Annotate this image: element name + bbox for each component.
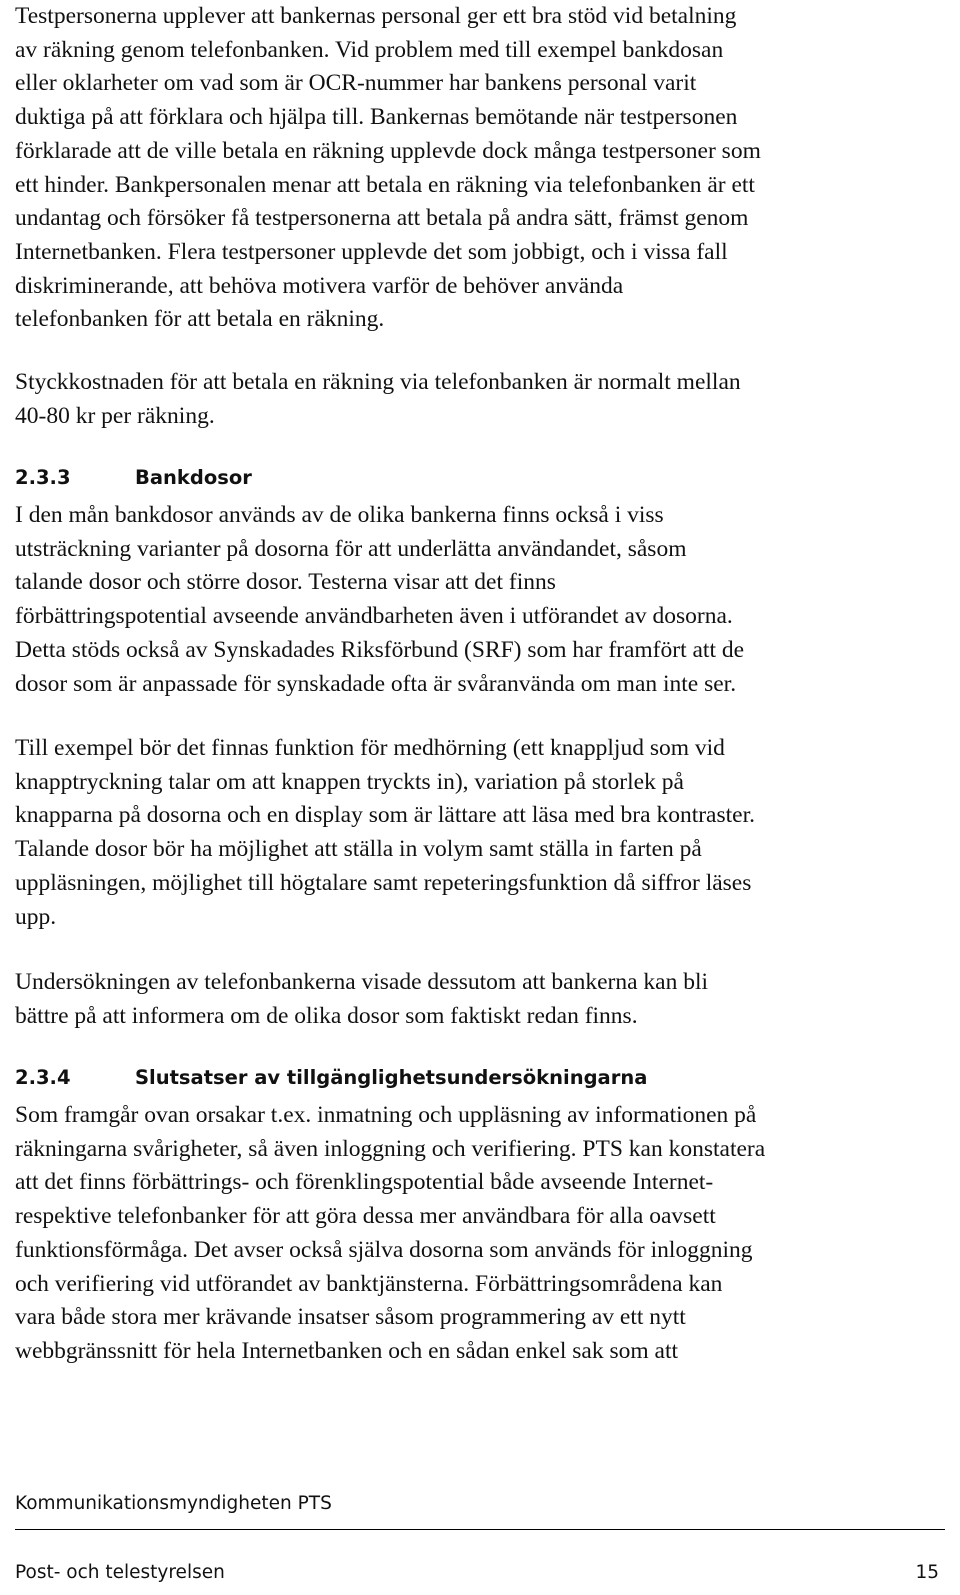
document-page: [15, 0, 945, 1595]
paragraph-bankdosor-variants: I den mån bankdosor används av de olika bankerna finns också i viss utsträckning varianter på dosorna för att underlätta användandet, såsom talande dosor och större dosor. Testerna visar att det finns förbättringspotential avseende användbarheten även i utförandet av dosorna. Detta stöds också av Synskadades Riksförbund (SRF) som har framfört att de dosor som är anpassade för synskadade ofta är svåranvända om man inte ser.: [15, 502, 745, 697]
paragraph-conclusions: Som framgår ovan orsakar t.ex. inmatning och uppläsning av informationen på räkningarna svårigheter, så även inloggning och verifiering. PTS kan konstatera att det finns förbättrings- och förenklingspotential både avseende Internet- respektive telefonbanker för att göra dessa mer användbara för alla oavsett funktionsförmåga. Det avser också själva dosorna som används för inloggning och verifiering vid utförandet av banktjänsterna. Förbättringsområdena kan vara både stora mer krävande insatser såsom programmering av ett nytt webbgränssnitt för hela Internetbanken och en sådan enkel sak som att: [15, 1102, 766, 1364]
paragraph-telefonbank-support: Testpersonerna upplever att bankernas personal ger ett bra stöd vid betalning av räkning genom telefonbanken. Vid problem med till exempel bankdosan eller oklarheter om vad som är OCR-nummer har bankens personal varit duktiga på att förklara och hjälpa till. Bankernas bemötande när testpersonen förklarade att de ville betala en räkning upplevde dock många testpersoner som ett hinder. Bankpersonalen menar att betala en räkning via telefonbanken är ett undantag och försöker få testpersonerna att betala på andra sätt, främst genom Internetbanken. Flera testpersoner upplevde det som jobbigt, och i vissa fall diskriminerande, att behöva motivera varför de behöver använda telefonbanken för att betala en räkning.: [15, 3, 761, 333]
page-number: 15: [915, 1562, 939, 1583]
footer-publisher: Post- och telestyrelsen: [15, 1562, 225, 1583]
section-heading-bankdosor: [15, 466, 252, 489]
section-title: Bankdosor: [135, 466, 252, 489]
footer-divider: [15, 1529, 945, 1530]
footer-organization: Kommunikationsmyndigheten PTS: [15, 1493, 332, 1514]
paragraph-dosor-improvements: Till exempel bör det finnas funktion för medhörning (ett knappljud som vid knapptryckning talar om att knappen tryckts in), variation på storlek på knapparna på dosorna och en display som är lättare att läsa med bra kontraster. Talande dosor bör ha möjlighet att ställa in volym samt ställa in farten på uppläsningen, möjlighet till högtalare samt repeteringsfunktion då siffror läses upp.: [15, 735, 755, 930]
paragraph-cost-per-bill: Styckkostnaden för att betala en räkning via telefonbanken är normalt mellan 40-80 kr per räkning.: [15, 369, 741, 429]
paragraph-information-dosor: Undersökningen av telefonbankerna visade dessutom att bankerna kan bli bättre på att informera om de olika dosor som faktiskt redan finns.: [15, 969, 709, 1029]
section-title: Slutsatser av tillgänglighetsundersökningarna: [135, 1066, 648, 1089]
section-heading-slutsatser: [15, 1066, 647, 1089]
section-number: 2.3.3: [15, 466, 71, 489]
section-number: 2.3.4: [15, 1066, 71, 1089]
